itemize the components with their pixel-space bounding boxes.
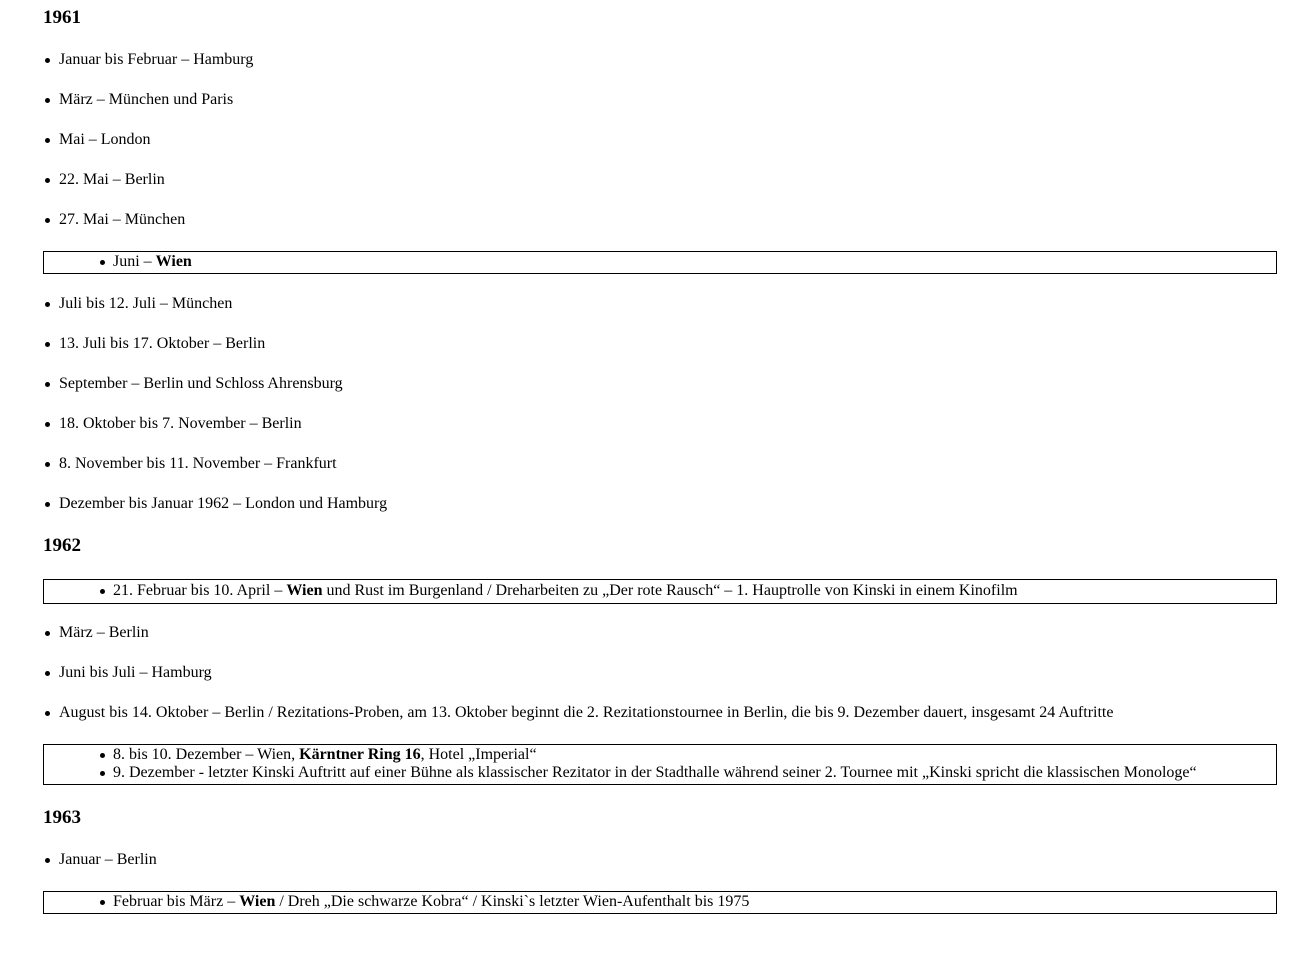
year-heading-1963: 1963 [43, 807, 81, 828]
list-item: September – Berlin und Schloss Ahrensburg [59, 375, 343, 392]
list-item: 18. Oktober bis 7. November – Berlin [59, 415, 302, 432]
list-item: Juni bis Juli – Hamburg [59, 664, 212, 681]
year-heading-1961: 1961 [43, 7, 81, 28]
list-item-highlight: 9. Dezember - letzter Kinski Auftritt auf einer Bühne als klassischer Rezitator in der Stadthalle während seiner 2. Tournee mit „Kinski spricht die klassischen Monologe“ [44, 764, 1276, 782]
list-item: 27. Mai – München [59, 211, 186, 228]
year-heading-1962: 1962 [43, 535, 81, 556]
highlight-box-1963 [43, 891, 1277, 914]
highlight-box-1962-a [43, 579, 1277, 604]
list-item: Januar – Berlin [59, 851, 157, 868]
list-item: Mai – London [59, 131, 151, 148]
list-item: März – Berlin [59, 624, 149, 641]
list-item: August bis 14. Oktober – Berlin / Rezitations-Proben, am 13. Oktober beginnt die 2. Rezitationstournee in Berlin, die bis 9. Dezember dauert, insgesamt 24 Auftritte [59, 704, 1114, 721]
list-item: 13. Juli bis 17. Oktober – Berlin [59, 335, 266, 352]
list-item: Juli bis 12. Juli – München [59, 295, 233, 312]
list-item-highlight: 21. Februar bis 10. April – Wien und Rust im Burgenland / Dreharbeiten zu „Der rote Rausch“ – 1. Hauptrolle von Kinski in einem Kinofilm [44, 582, 1276, 600]
highlight-box-1961 [43, 251, 1277, 274]
list-item: März – München und Paris [59, 91, 234, 108]
highlight-box-1962-b [43, 744, 1277, 785]
list-item-highlight: Februar bis März – Wien / Dreh „Die schwarze Kobra“ / Kinski`s letzter Wien-Aufenthalt bis 1975 [44, 893, 1276, 911]
list-item: 8. November bis 11. November – Frankfurt [59, 455, 337, 472]
list-item-highlight: Juni – Wien [44, 253, 1276, 271]
list-item: Januar bis Februar – Hamburg [59, 51, 254, 68]
list-item: Dezember bis Januar 1962 – London und Hamburg [59, 495, 388, 512]
list-item: 22. Mai – Berlin [59, 171, 165, 188]
list-item-highlight: 8. bis 10. Dezember – Wien, Kärntner Ring 16, Hotel „Imperial“ [44, 746, 1276, 764]
